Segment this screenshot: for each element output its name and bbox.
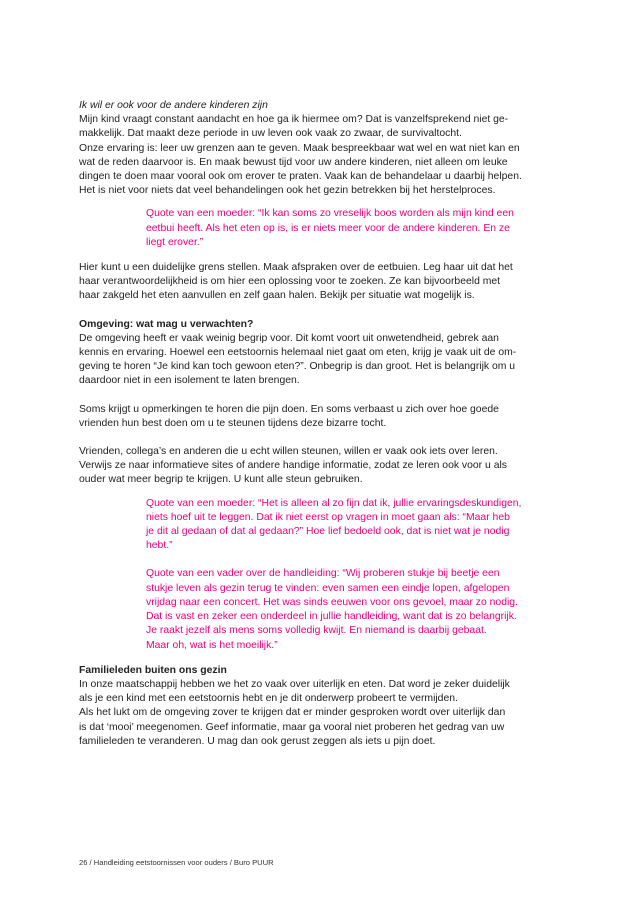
text-line: Verwijs ze naar informatieve sites of andere handige informatie, zodat ze leren ook voor u als [79,460,507,472]
quote-line: stukje leven als gezin terug te vinden: even samen een eindje lopen, afgelopen [146,582,510,594]
quote-line: Quote van een moeder: “Het is alleen al zo fijn dat ik, jullie ervaringsdeskundigen, [146,497,522,509]
text-line: familieleden te veranderen. U mag dan ook gerust zeggen als iets u pijn doet. [79,735,436,747]
text-line: haar verantwoordelijkheid is om hier een oplossing voor te zoeken. Ze kan bijvoorbeeld met [79,276,501,288]
text-line: wat de reden daarvoor is. En maak bewust tijd voor uw andere kinderen, niet alleen om leuke [79,156,508,168]
quote-mother-experts [79,497,554,554]
text-line: Onze ervaring is: leer uw grenzen aan te geven. Maak bespreekbaar wat wel en wat niet kan en [79,142,520,154]
paragraph-environment [79,332,554,389]
text-line: vrienden hun best doen om u te steunen tijdens deze bizarre tocht. [79,417,387,429]
quote-line: Maar oh, wat is het moeilijk.” [146,639,278,651]
quote-line: Je raakt jezelf als mens soms volledig kwijt. En niemand is daarbij gebaat. [146,625,487,637]
text-column [79,99,554,749]
text-line: Als het lukt om de omgeving zover te krijgen dat er minder gesproken wordt over uiterlijk dan [79,707,506,719]
section-heading-environment: Omgeving: wat mag u verwachten? [79,318,254,330]
quote-line: hebt.” [146,540,173,552]
text-line: Het is niet voor niets dat veel behandelingen ook het gezin betrekken bij het herstelproces. [79,185,496,197]
section-heading-family: Familieleden buiten ons gezin [79,664,227,676]
quote-mother-binge [79,207,554,250]
quote-line: Quote van een moeder: “Ik kan soms zo vreselijk boos worden als mijn kind een [146,208,514,220]
quote-line: vrijdag naar een concert. Het was sinds eeuwen voor ons gevoel, maar zo nodig. [146,596,518,608]
text-line: haar zakgeld het eten aanvullen en zelf gaan halen. Bekijk per situatie wat mogelijk is. [79,290,475,302]
text-line: De omgeving heeft er vaak weinig begrip voor. Dit komt voort uit onwetendheid, gebrek aan [79,332,499,344]
text-line: makkelijk. Dat maakt deze periode in uw leven ook vaak zo zwaar, de survivaltocht. [79,128,462,140]
text-line: daardoor niet in een isolement te laten brengen. [79,375,300,387]
paragraph-boundaries [79,113,554,198]
quote-line: niets hoef uit te leggen. Dat ik niet eerst op vragen in moet gaan als: “Maar heb [146,511,510,523]
section-heading-other-children: Ik wil er ook voor de andere kinderen zijn [79,100,268,111]
paragraph-remarks [79,403,554,431]
text-line: als je een kind met een eetstoornis hebt en je dit onderwerp probeert te vermijden. [79,693,458,705]
page-footer: 26 / Handleiding eetstoornissen voor ouders / Buro PUUR [79,858,274,867]
paragraph-family [79,678,554,749]
quote-father-manual [79,567,554,652]
text-line: In onze maatschappij hebben we het zo vaak over uiterlijk en eten. Dat word je zeker duidelijk [79,678,510,690]
quote-line: eetbui heeft. Als het eten op is, is er niets meer voor de andere kinderen. En ze [146,222,510,234]
text-line: ouder wat meer begrip te krijgen. U kunt alle steun gebruiken. [79,474,363,486]
text-line: geving te horen “Je kind kan toch gewoon eten?”. Onbegrip is dan groot. Het is belangrijk om u [79,361,516,373]
text-line: Hier kunt u een duidelijke grens stellen. Maak afspraken over de eetbuien. Leg haar uit dat het [79,262,513,274]
text-line: Soms krijgt u opmerkingen te horen die pijn doen. En soms verbaast u zich over hoe goede [79,403,499,415]
text-line: dingen te doen maar vooral ook om erover te praten. Vaak kan de behandelaar u daarbij helpen. [79,171,522,183]
text-line: Mijn kind vraagt constant aandacht en hoe ga ik hiermee om? Dat is vanzelfsprekend niet ge- [79,114,509,126]
paragraph-friends [79,445,554,488]
quote-line: Quote van een vader over de handleiding: “Wij proberen stukje bij beetje een [146,568,500,580]
text-line: is dat ‘mooi’ meegenomen. Geef informatie, maar ga vooral niet proberen het gedrag van uw [79,721,505,733]
text-line: Vrienden, collega’s en anderen die u echt willen steunen, willen er vaak ook iets over leren. [79,446,498,458]
quote-line: Dat is vast en zeker een onderdeel in jullie handleiding, want dat is zo belangrijk. [146,611,517,623]
text-line: kennis en ervaring. Hoewel een eetstoornis helemaal niet gaat om eten, krijg je vaak uit de om- [79,347,517,359]
quote-line: liegt erover.” [146,236,204,248]
paragraph-limits [79,261,554,304]
quote-line: je dit al gedaan of dat al gedaan?” Hoe lief bedoeld ook, dat is niet wat je nodig [146,526,510,538]
